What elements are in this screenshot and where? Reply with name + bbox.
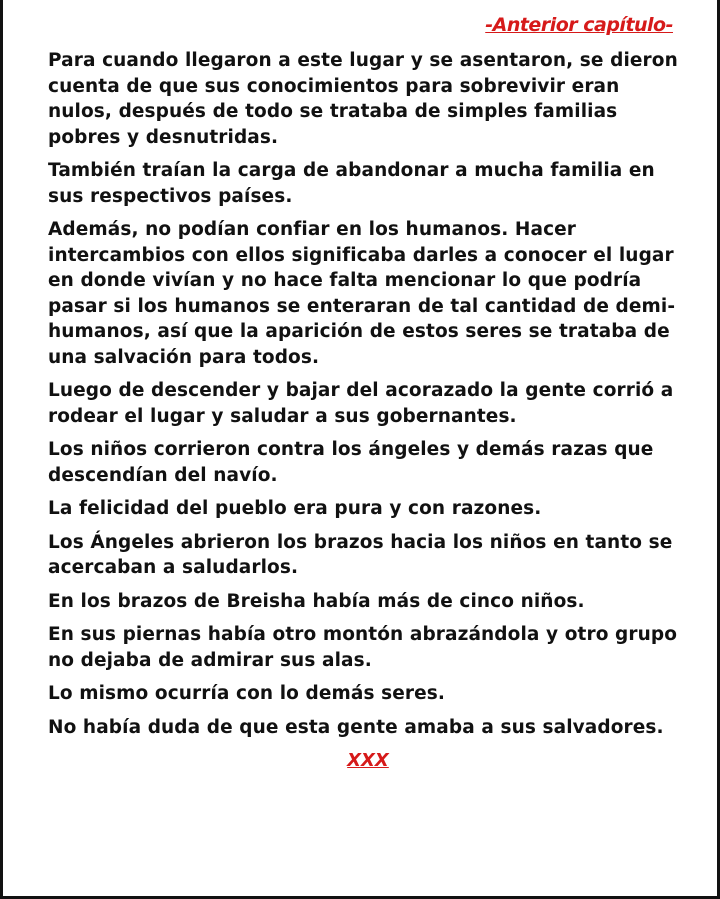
section-separator: XXX [347,750,389,771]
paragraph: Para cuando llegaron a este lugar y se asentaron, se dieron cuenta de que sus conocimientos para sobrevivir eran nulos, después de todo se trataba de simples familias pobres y desnutridas. [48,50,678,148]
paragraph: Los Ángeles abrieron los brazos hacia los niños en tanto se acercaban a saludarlos. [48,531,673,578]
paragraph: Los niños corrieron contra los ángeles y demás razas que descendían del navío. [48,439,654,486]
paragraph: Lo mismo ocurría con lo demás seres. [48,683,446,704]
paragraph: La felicidad del pueblo era pura y con razones. [48,498,542,519]
previous-chapter-link[interactable]: -Anterior capítulo- [485,14,673,36]
paragraph: En sus piernas había otro montón abrazándola y otro grupo no dejaba de admirar sus alas. [48,624,678,671]
paragraph: Luego de descender y bajar del acorazado la gente corrió a rodear el lugar y saludar a sus gobernantes. [48,380,674,427]
paragraph: En los brazos de Breisha había más de cinco niños. [48,590,585,612]
paragraph: También traían la carga de abandonar a mucha familia en sus respectivos países. [48,160,655,207]
paragraph: Además, no podían confiar en los humanos. Hacer intercambios con ellos significaba darles a conocer el lugar en donde vivían y no hace falta mencionar lo que podría pasar si los humanos se enteraran de tal cantidad de demi-humanos, así que la aparición de estos seres se trataba de una salvación para todos. [48,219,676,368]
chapter-body [48,48,688,771]
paragraph: No había duda de que esta gente amaba a sus salvadores. [48,716,664,738]
